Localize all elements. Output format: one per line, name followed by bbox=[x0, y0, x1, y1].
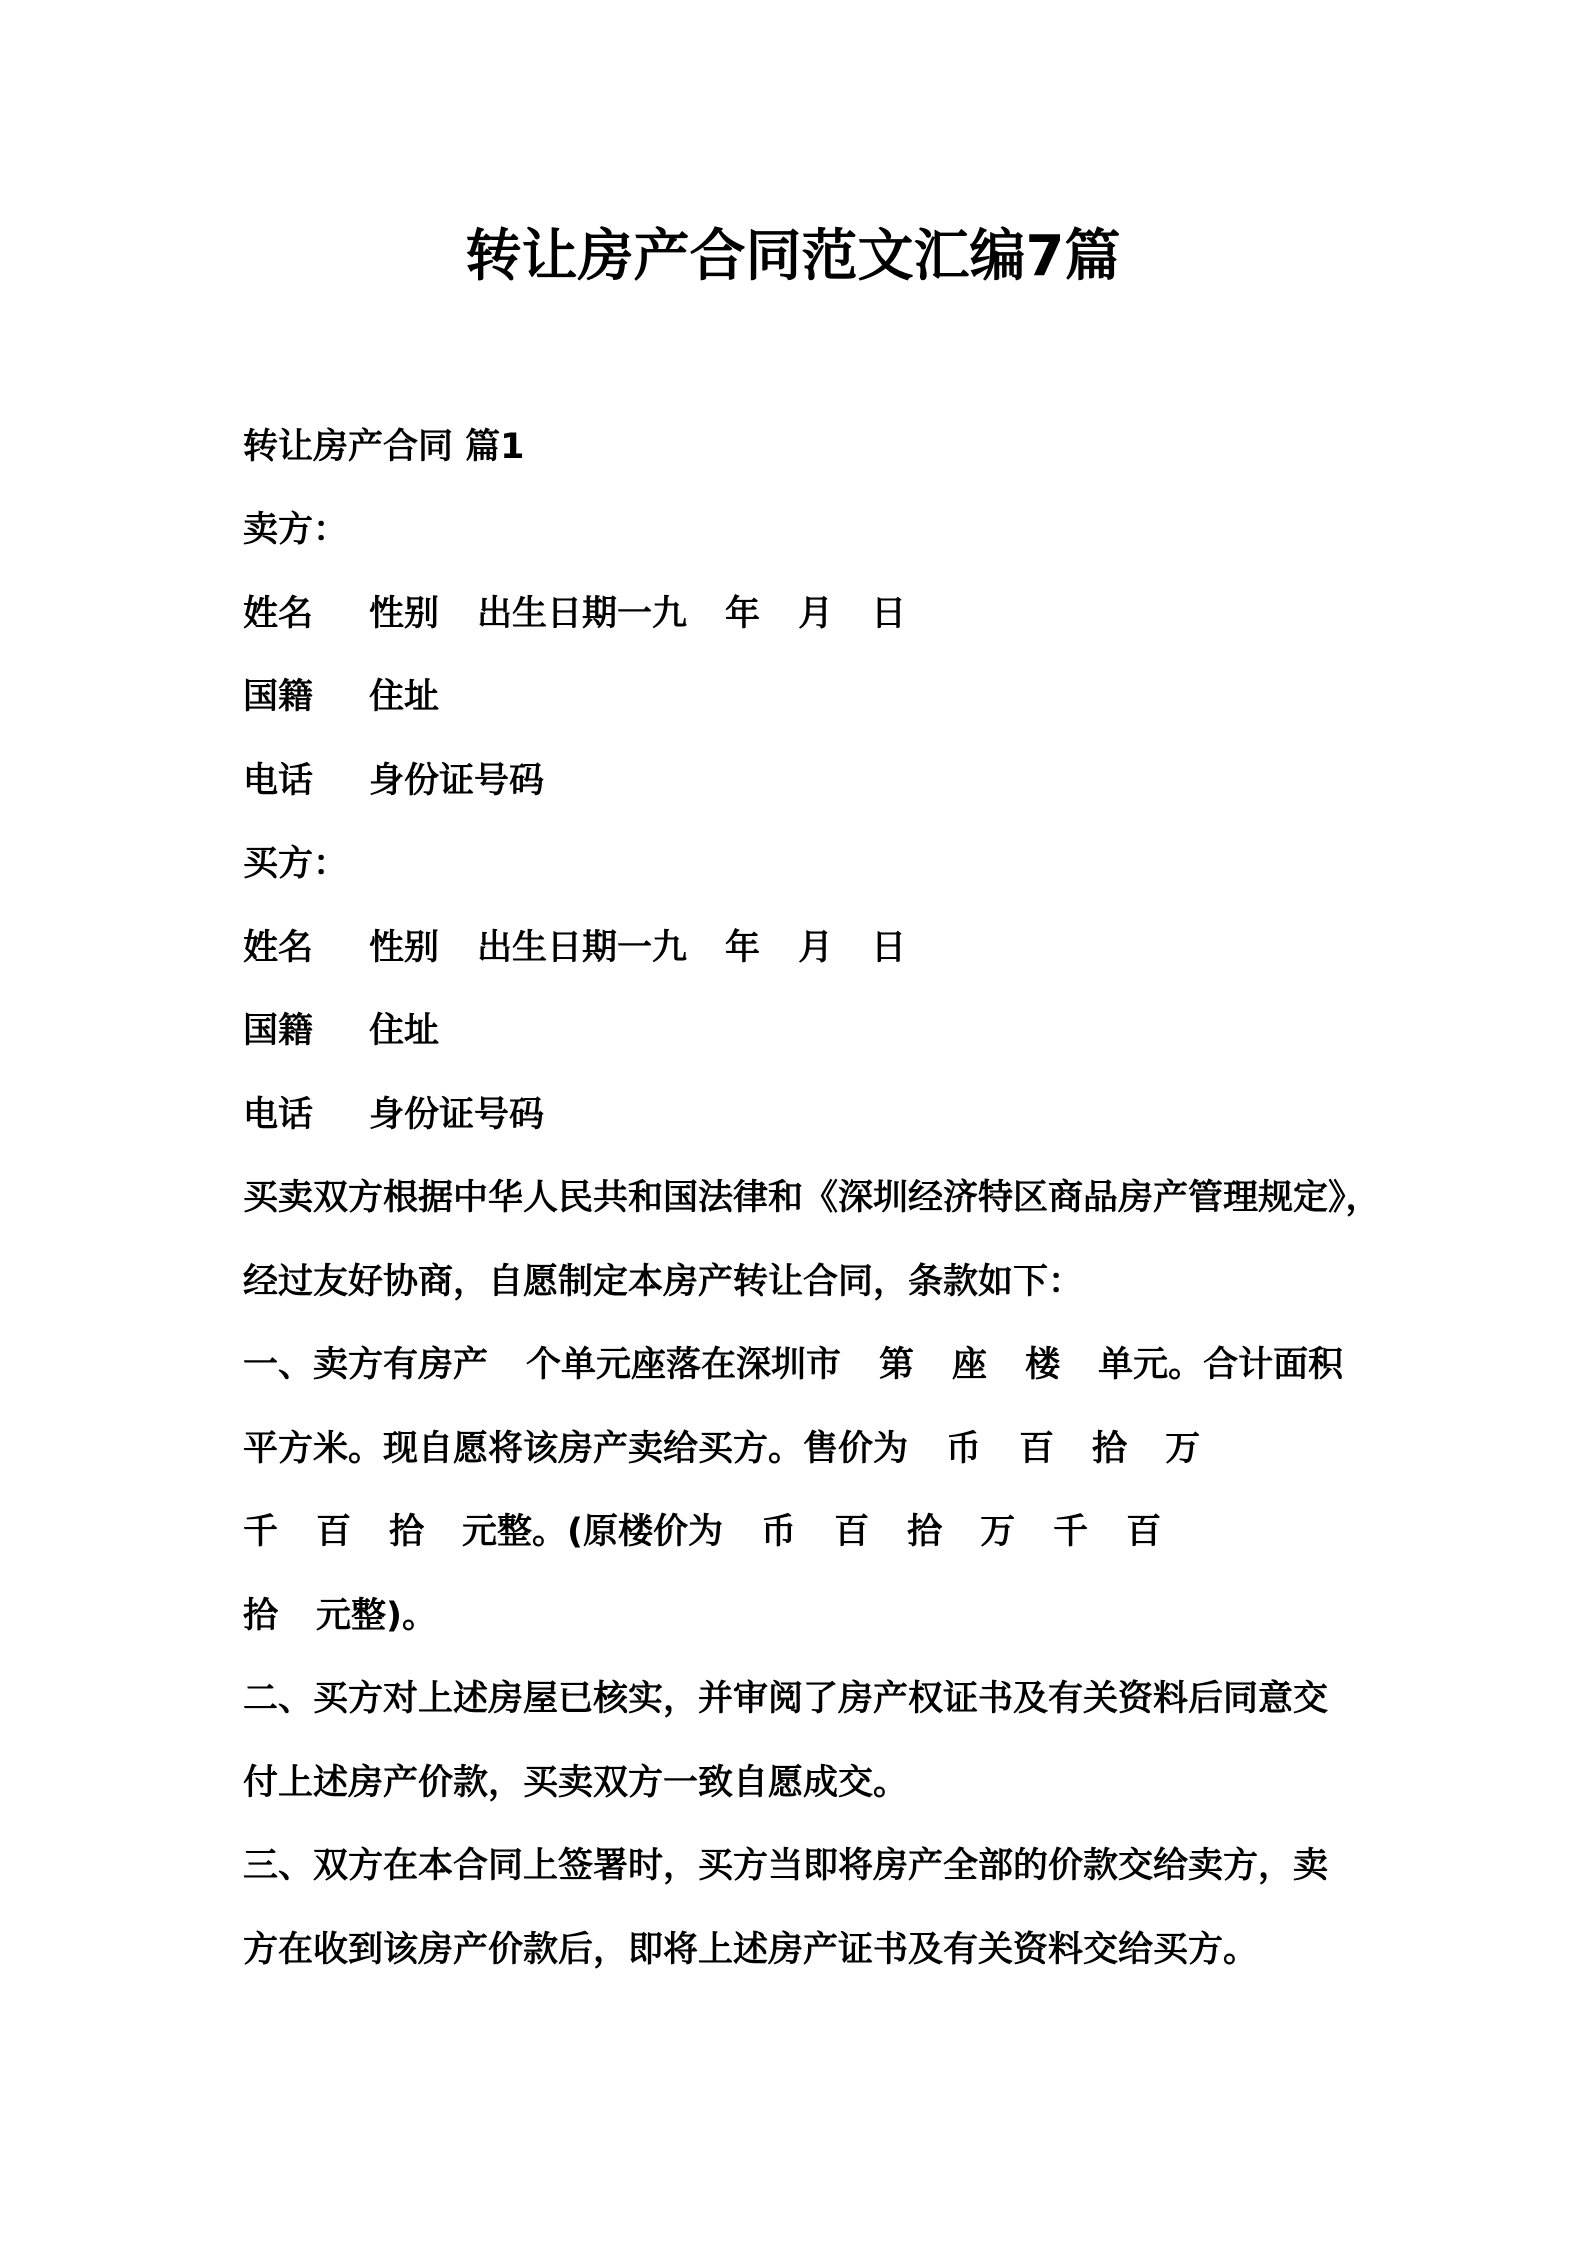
clause-text: 币 bbox=[761, 1512, 797, 1553]
clause-3-line bbox=[243, 1825, 1373, 1909]
clause-2-line bbox=[243, 1658, 1373, 1742]
clause-text: 楼 bbox=[1025, 1345, 1061, 1386]
address-label: 住址 bbox=[369, 677, 440, 718]
contract-body bbox=[243, 405, 1381, 1992]
year-label: 年 bbox=[725, 593, 761, 634]
buyer-name-row bbox=[243, 906, 1373, 990]
preamble-line bbox=[243, 1157, 1381, 1241]
clause-1-line bbox=[243, 1574, 1373, 1658]
clause-text: 千 bbox=[243, 1512, 279, 1553]
clause-text: 元整)。 bbox=[316, 1595, 438, 1636]
nationality-label: 国籍 bbox=[243, 1011, 314, 1052]
buyer-nationality-row bbox=[243, 990, 1373, 1074]
clause-text: 拾 bbox=[389, 1512, 425, 1553]
clause-1-line bbox=[243, 1324, 1373, 1408]
clause-1-line bbox=[243, 1407, 1373, 1491]
gender-label: 性别 bbox=[369, 927, 440, 968]
clause-text: 平方米。现自愿将该房产卖给买方。售价为 bbox=[243, 1428, 909, 1469]
clause-1-line bbox=[243, 1491, 1373, 1575]
month-label: 月 bbox=[798, 927, 834, 968]
preamble-line bbox=[243, 1240, 1373, 1324]
clause-text: 第 bbox=[879, 1345, 915, 1386]
birthdate-label: 出生日期一九 bbox=[477, 593, 688, 634]
clause-text: 百 bbox=[1126, 1512, 1162, 1553]
clause-text: 币 bbox=[946, 1428, 982, 1469]
clause-text: 三、双方在本合同上签署时，买方当即将房产全部的价款交给卖方，卖 bbox=[243, 1846, 1329, 1887]
document-title: 转让房产合同范文汇编7篇 bbox=[465, 224, 1121, 289]
clause-text: 拾 bbox=[1092, 1428, 1128, 1469]
nationality-label: 国籍 bbox=[243, 677, 314, 718]
clause-text: 万 bbox=[1165, 1428, 1201, 1469]
id-number-label: 身份证号码 bbox=[369, 1094, 545, 1135]
seller-label bbox=[243, 489, 1373, 573]
buyer-label-text: 买方： bbox=[243, 844, 349, 885]
name-label: 姓名 bbox=[243, 593, 314, 634]
clause-2-line bbox=[243, 1741, 1373, 1825]
gender-label: 性别 bbox=[369, 593, 440, 634]
clause-text: 个单元座落在深圳市 bbox=[526, 1345, 842, 1386]
seller-phone-row bbox=[243, 739, 1373, 823]
buyer-phone-row bbox=[243, 1073, 1373, 1157]
year-label: 年 bbox=[725, 927, 761, 968]
name-label: 姓名 bbox=[243, 927, 314, 968]
clause-text: 万 bbox=[980, 1512, 1016, 1553]
seller-nationality-row bbox=[243, 656, 1373, 740]
buyer-label bbox=[243, 823, 1373, 907]
clause-text: 座 bbox=[952, 1345, 988, 1386]
address-label: 住址 bbox=[369, 1011, 440, 1052]
preamble-text: 买卖双方根据中华人民共和国法律和《深圳经济特区商品房产管理规定》， bbox=[243, 1178, 1381, 1219]
clause-text: 方在收到该房产价款后，即将上述房产证书及有关资料交给买方。 bbox=[243, 1929, 1259, 1970]
clause-text: 百 bbox=[316, 1512, 352, 1553]
seller-name-row bbox=[243, 572, 1373, 656]
day-label: 日 bbox=[871, 927, 907, 968]
clause-3-line bbox=[243, 1908, 1373, 1992]
birthdate-label: 出生日期一九 bbox=[477, 927, 688, 968]
clause-text: 单元。合计面积 bbox=[1098, 1345, 1344, 1386]
seller-label-text: 卖方： bbox=[243, 510, 349, 551]
clause-text: 二、买方对上述房屋已核实，并审阅了房产权证书及有关资料后同意交 bbox=[243, 1679, 1329, 1720]
day-label: 日 bbox=[871, 593, 907, 634]
clause-text: 千 bbox=[1053, 1512, 1089, 1553]
preamble-text: 经过友好协商，自愿制定本房产转让合同，条款如下： bbox=[243, 1261, 1084, 1302]
phone-label: 电话 bbox=[243, 1094, 314, 1135]
clause-text: 百 bbox=[1019, 1428, 1055, 1469]
month-label: 月 bbox=[798, 593, 834, 634]
clause-text: 付上述房产价款，买卖双方一致自愿成交。 bbox=[243, 1762, 909, 1803]
clause-text: 拾 bbox=[907, 1512, 943, 1553]
id-number-label: 身份证号码 bbox=[369, 760, 545, 801]
clause-text: 拾 bbox=[243, 1595, 279, 1636]
clause-text: 元整。(原楼价为 bbox=[462, 1512, 724, 1553]
section-heading bbox=[243, 405, 1373, 489]
clause-text: 一、卖方有房产 bbox=[243, 1345, 489, 1386]
phone-label: 电话 bbox=[243, 760, 314, 801]
section-heading-text: 转让房产合同 篇1 bbox=[243, 426, 525, 467]
clause-text: 百 bbox=[834, 1512, 870, 1553]
